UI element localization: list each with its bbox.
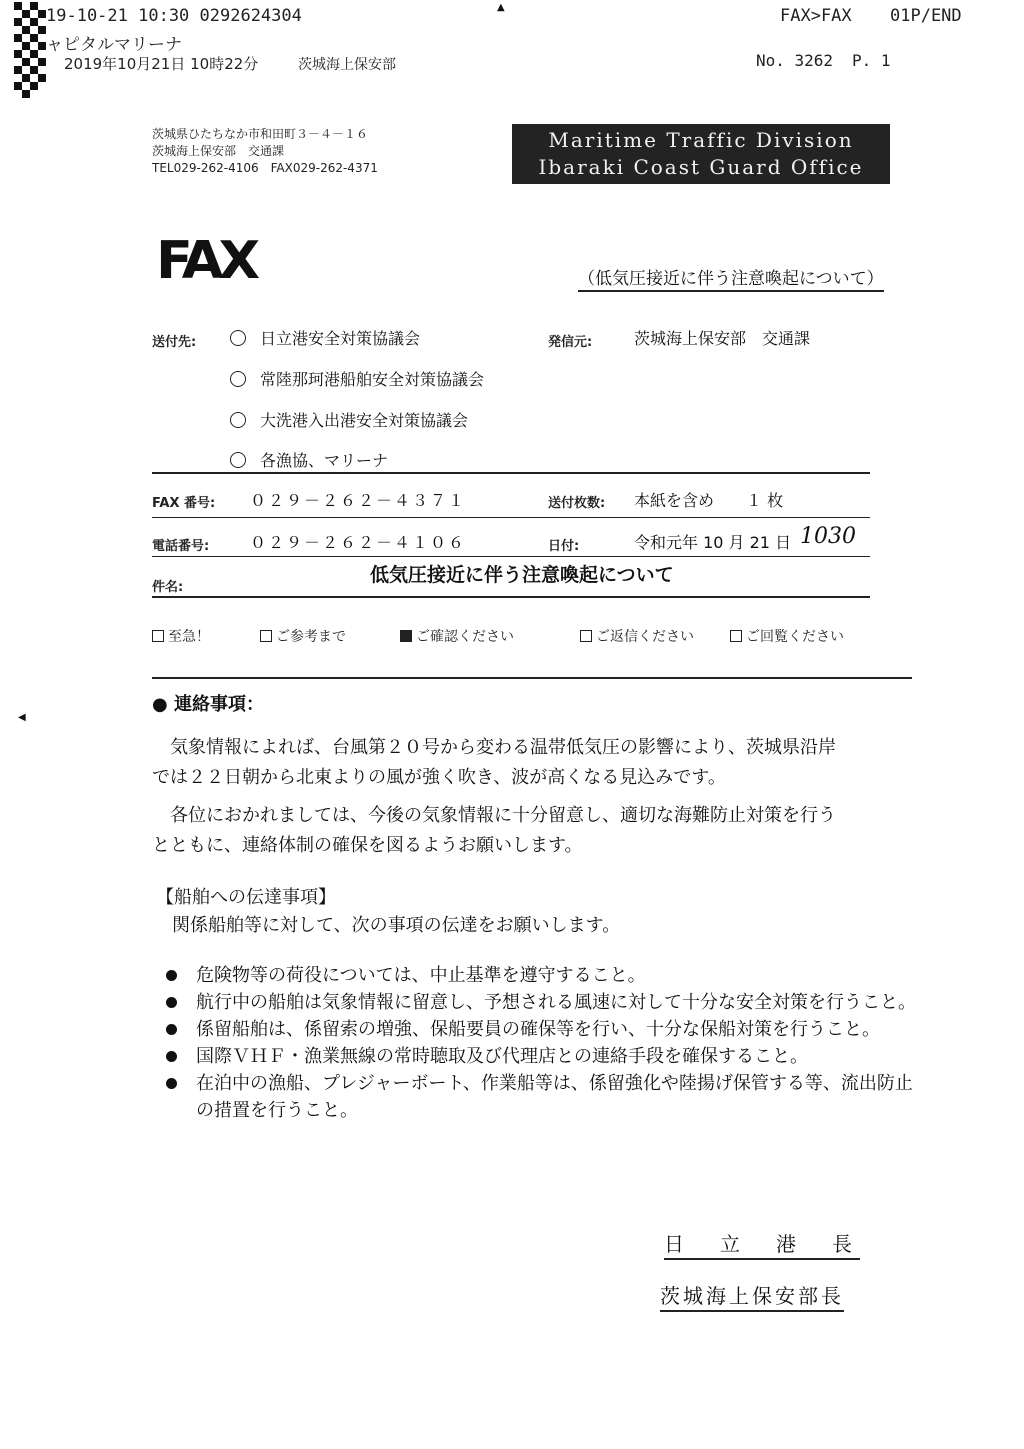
bullet-icon [166,970,177,981]
fax-number-label: FAX 番号: [152,496,216,511]
sender-contact: TEL029-262-4106 FAX029-262-4371 [152,161,378,175]
circle-icon [230,330,246,346]
divider [152,517,870,518]
phone-value: ０２９－２６２－４１０６ [250,533,467,552]
circle-icon [230,412,246,428]
fax-header-line2: ャピタルマリーナ [46,35,182,55]
checkbox-icon [730,630,742,642]
checkbox-icon [580,630,592,642]
notice-paragraph1-line2: では２２日朝から北東よりの風が強く吹き、波が高くなる見込みです。 [152,767,726,788]
checkbox-urgent: 至急！ [152,626,210,646]
bullet-icon: ● [152,694,168,715]
notice-paragraph2-line2: とともに、連絡体制の確保を図るようお願いします。 [152,835,583,856]
fax-logo: FAX [156,230,256,291]
pages-value: 本紙を含め １ 枚 [634,491,784,510]
recipient-item: 日立港安全対策協議会 [230,326,420,349]
divider [152,677,912,679]
notice-heading: ● 連絡事項： [152,694,264,715]
recipient-item: 大洗港入出港安全対策協議会 [230,408,468,431]
list-item: 在泊中の漁船、プレジャーボート、作業船等は、係留強化や陸揚げ保管する等、流出防止の措置を行うこと。 [162,1070,922,1124]
circle-icon [230,452,246,468]
date-value: 令和元年 10 月 21 日 [634,533,792,552]
fax-page-status: 01P/END [890,6,962,26]
fax-number-value: ０２９－２６２－４３７１ [250,491,467,510]
ship-notice-list [162,962,922,1124]
fax-number: No. 3262 [756,51,834,70]
checkbox-circulate: ご回覧ください [730,626,844,646]
bullet-icon [166,997,177,1008]
divider [152,596,870,598]
sender-value: 茨城海上保安部 交通課 [634,329,811,348]
bullet-icon [166,1078,177,1089]
sender-office: 茨城海上保安部 交通課 [152,144,285,158]
fax-page: P. 1 [852,51,891,70]
list-item: 航行中の船舶は気象情報に留意し、予想される風速に対して十分な安全対策を行うこと。 [162,989,922,1016]
recipients-label: 送付先: [152,335,197,350]
sender-label: 発信元: [548,335,593,350]
list-item: 危険物等の荷役については、中止基準を遵守すること。 [162,962,922,989]
circle-icon [230,371,246,387]
fax-margin-mark-icon: ◀ [18,712,26,723]
checkbox-icon [260,630,272,642]
banner-line1: Maritime Traffic Division [548,128,854,152]
pages-label: 送付枚数: [548,496,606,511]
checkbox-reply: ご返信ください [580,626,694,646]
recipient-item: 各漁協、マリーナ [230,448,388,471]
divider [152,556,870,557]
signature-coast-guard-chief: 茨城海上保安部長 [660,1280,844,1312]
fax-edge-marks [14,2,46,98]
received-org: 茨城海上保安部 [298,57,396,73]
ship-notice-heading: 【船舶への伝達事項】 [156,887,336,908]
list-item: 国際ＶＨＦ・漁業無線の常時聴取及び代理店との連絡手段を確保すること。 [162,1043,922,1070]
list-item: 係留船舶は、係留索の増強、保船要員の確保等を行い、十分な保船対策を行うこと。 [162,1016,922,1043]
divider [152,472,870,474]
checkbox-confirm: ご確認ください [400,626,514,646]
fax-feed-mark-icon: ▲ [497,2,505,13]
phone-label: 電話番号: [152,539,210,554]
handwritten-time: 1030 [800,524,856,549]
notice-paragraph2-line1: 各位におかれましては、今後の気象情報に十分留意し、適切な海難防止対策を行う [170,805,836,826]
checkbox-reference: ご参考まで [260,626,346,646]
recipient-item: 常陸那珂港船舶安全対策協議会 [230,367,484,390]
bullet-icon [166,1051,177,1062]
ship-notice-intro: 関係船舶等に対して、次の事項の伝達をお願いします。 [172,915,621,936]
subject-value: 低気圧接近に伴う注意喚起について [370,564,674,586]
banner-line2: Ibaraki Coast Guard Office [538,155,864,179]
bullet-icon [166,1024,177,1035]
notice-paragraph1-line1: 気象情報によれば、台風第２０号から変わる温帯低気圧の影響により、茨城県沿岸 [170,737,836,758]
subject-header: （低気圧接近に伴う注意喚起について） [578,264,884,292]
sender-address: 茨城県ひたちなか市和田町３－４－１６ [152,127,369,141]
division-banner [512,124,890,184]
received-datetime: 2019年10月21日 10時22分 [64,55,259,73]
fax-header-line1: 19-10-21 10:30 0292624304 [46,6,302,26]
date-label: 日付: [548,539,580,554]
signature-port-chief: 日 立 港 長 [664,1228,860,1260]
subject-label: 件名: [152,580,184,595]
checkbox-checked-icon [400,630,412,642]
checkbox-icon [152,630,164,642]
fax-route: FAX>FAX [780,6,852,26]
